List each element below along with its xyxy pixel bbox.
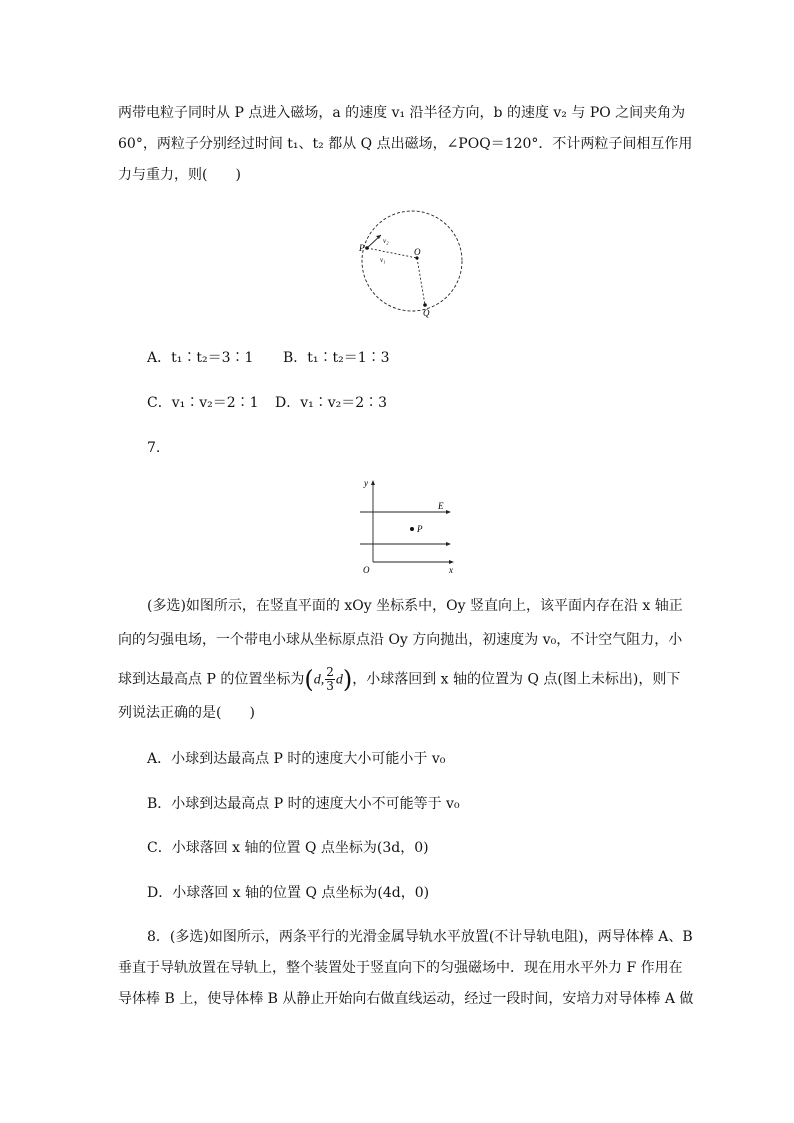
q6-option-c: C．v₁∶v₂＝2∶1 <box>147 395 259 411</box>
q6-line-1: 两带电粒子同时从 P 点进入磁场，a 的速度 v₁ 沿半径方向，b 的速度 v₂ 与 PO 之间夹角为 <box>118 105 686 121</box>
q7-number: 7. <box>147 440 161 456</box>
label-E: E <box>438 501 444 511</box>
q7-line-1: (多选)如图所示，在竖直平面的 xOy 坐标系中，Oy 竖直向上，该平面内存在沿 x 轴正 <box>147 598 683 614</box>
label-v1: v₁ <box>380 256 386 264</box>
q7-option-d: D．小球落回 x 轴的位置 Q 点坐标为(4d，0) <box>147 885 430 901</box>
point-Q <box>423 303 427 307</box>
paren-open: ( <box>304 665 314 694</box>
label-O: O <box>363 565 370 575</box>
q7-option-b: B．小球到达最高点 P 时的速度大小不可能等于 v₀ <box>147 796 460 812</box>
q7-option-c: C．小球落回 x 轴的位置 Q 点坐标为(3d，0) <box>147 840 429 856</box>
fraction-two-thirds <box>325 666 335 693</box>
coordinate-field-figure <box>360 476 465 576</box>
q7-line-3-head: 球到达最高点 P 的位置坐标为 <box>118 671 305 688</box>
q8-line-1: 8．(多选)如图所示，两条平行的光滑金属导轨水平放置(不计导轨电阻)，两导体棒 A、B <box>147 929 693 945</box>
q6-option-b: B．t₁∶t₂＝1∶3 <box>283 350 390 366</box>
q7-line-2: 向的匀强电场，一个带电小球从坐标原点沿 Oy 方向抛出，初速度为 v₀，不计空气阻力，小 <box>118 632 683 648</box>
label-x: x <box>449 565 453 575</box>
q7-line-4: 列说法正确的是( ) <box>118 705 255 721</box>
paren-close: ) <box>342 665 353 694</box>
q8-line-3: 导体棒 B 上，使导体棒 B 从静止开始向右做直线运动，经过一段时间，安培力对导体棒 A 做 <box>118 991 694 1007</box>
field-arrowhead-top <box>446 510 451 514</box>
field-boundary-circle <box>362 211 462 311</box>
label-P: P <box>359 243 365 253</box>
label-v2: v₂ <box>383 237 389 245</box>
segment-OQ <box>417 258 425 305</box>
q8-line-2: 垂直于导轨放置在导轨上，整个装置处于竖直向下的匀强磁场中．现在用水平外力 F 作用在 <box>118 960 683 976</box>
fraction-denominator: 3 <box>326 679 334 693</box>
fraction-numerator: 2 <box>326 665 334 679</box>
q6-option-d: D．v₁∶v₂＝2∶3 <box>275 395 388 411</box>
label-P: P <box>417 524 423 534</box>
y-axis-arrowhead <box>371 480 375 485</box>
q6-line-2: 60°，两粒子分别经过时间 t₁、t₂ 都从 Q 点出磁场，∠POQ＝120°．不计两粒子间相互作用 <box>118 136 693 152</box>
q7-option-a: A．小球到达最高点 P 时的速度大小可能小于 v₀ <box>147 751 446 767</box>
label-Q: Q <box>423 308 430 318</box>
q7-line-3-tail: ，小球落回到 x 轴的位置为 Q 点(图上未标出)，则下 <box>352 671 681 688</box>
label-O: O <box>414 247 421 257</box>
point-P <box>410 527 414 531</box>
q6-option-a: A．t₁∶t₂＝3∶1 <box>147 350 254 366</box>
q7-line-3 <box>118 666 680 693</box>
coord-d: d, <box>313 672 325 688</box>
q6-line-3: 力与重力，则( ) <box>118 167 241 183</box>
label-y: y <box>364 478 368 488</box>
coord-d2: d <box>335 672 343 688</box>
segment-PO <box>367 248 417 258</box>
x-axis-arrowhead <box>449 560 454 564</box>
magnetic-field-circle-figure <box>355 205 470 320</box>
point-P <box>365 246 369 250</box>
field-arrowhead-bottom <box>446 542 451 546</box>
